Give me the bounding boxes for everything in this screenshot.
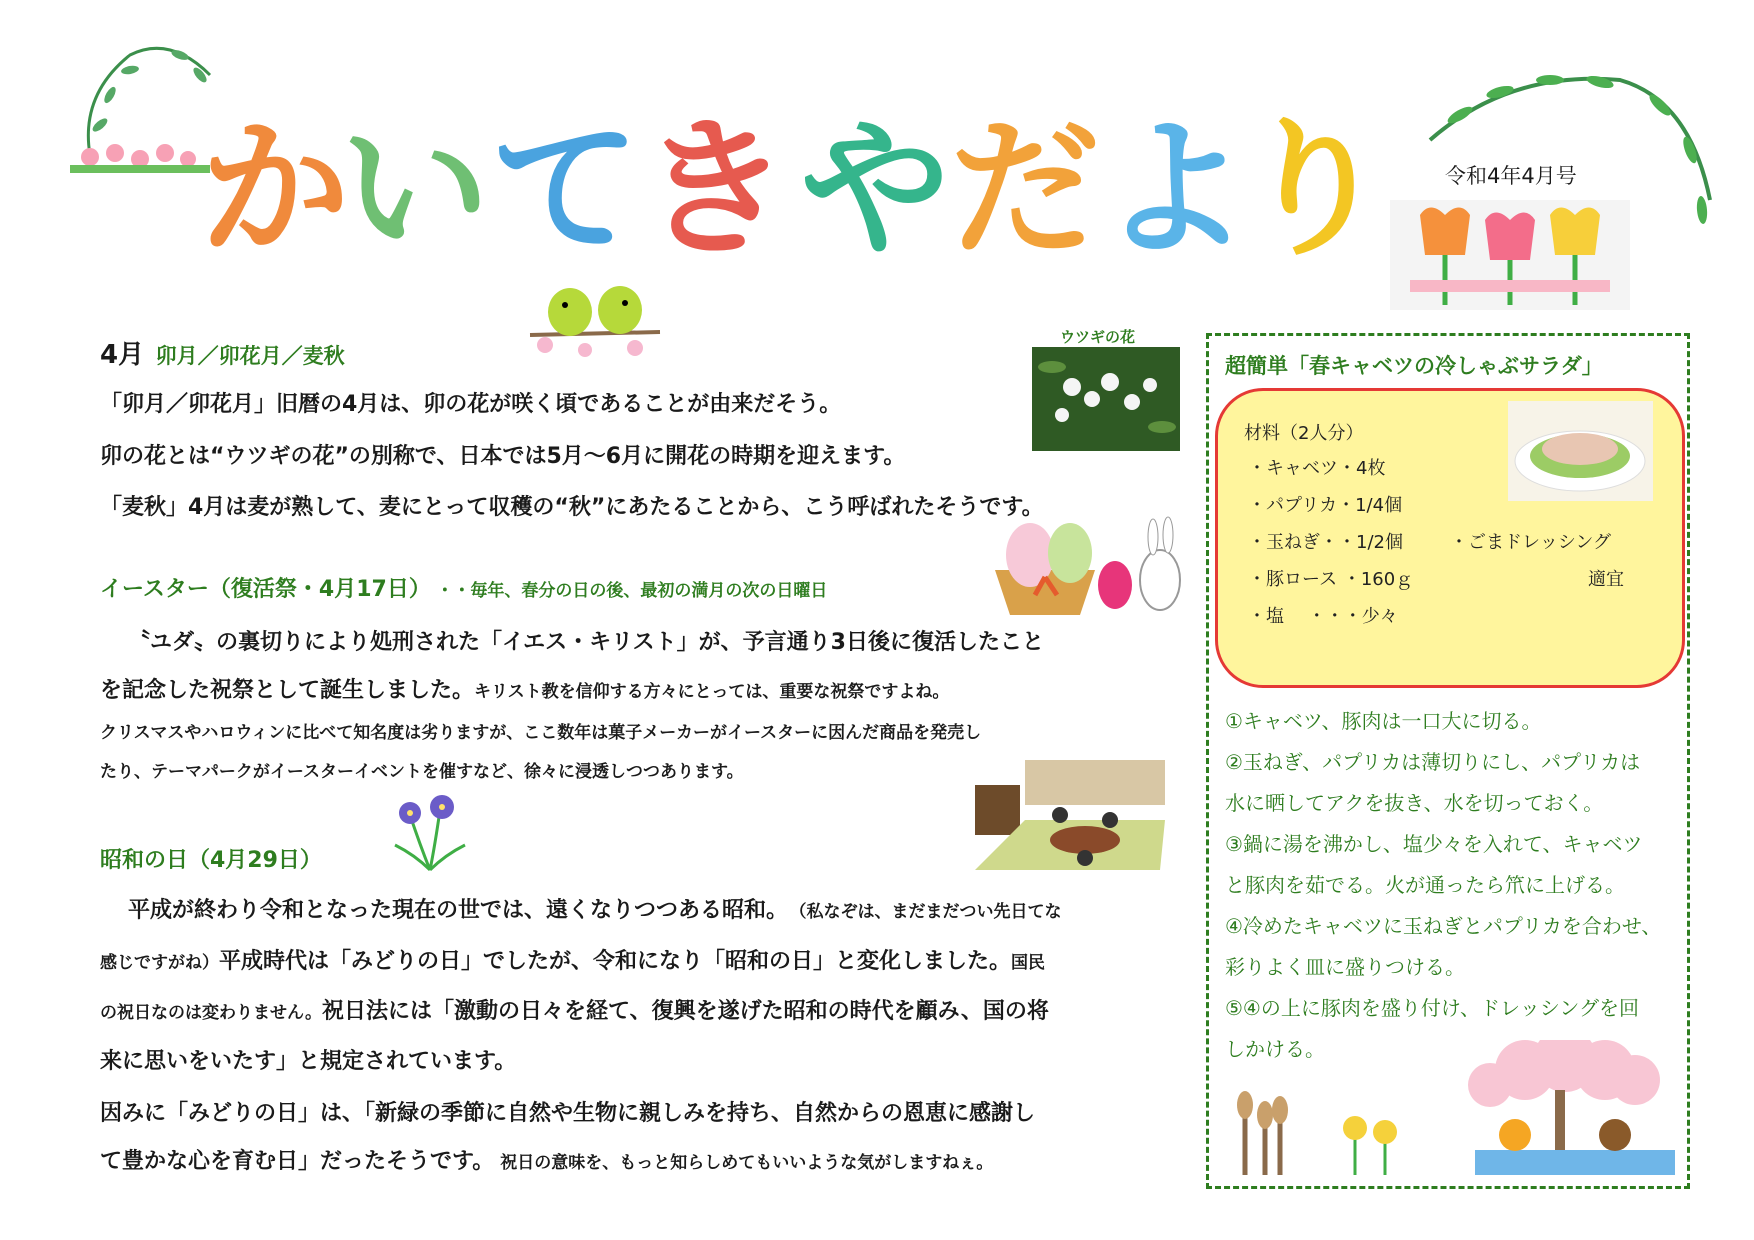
title-char: よ — [1100, 103, 1251, 277]
easter-line-1: 〝ユダ〟の裏切りにより処刑された「イエス・キリスト」が、予言通り3日後に復活したこと — [128, 630, 1044, 655]
dressing-amount: 適宜 — [1588, 569, 1624, 590]
easter-line-4: たり、テーマパークがイースターイベントを催すなど、徐々に浸透しつつあります。 — [100, 762, 744, 782]
ingredient-item: ・塩 ・・・少々 — [1248, 606, 1398, 627]
showa-line-6-main: て豊かな心を育む日」だったそうです。 — [100, 1149, 495, 1174]
easter-line-2-main: を記念した祝祭として誕生しました。 — [100, 678, 475, 703]
easter-line-3: クリスマスやハロウィンに比べて知名度は劣りますが、ここ数年は菓子メーカーがイースターに因んだ商品を発売し — [100, 723, 982, 743]
april-line-1: 「卯月／卯花月」旧暦の4月は、卯の花が咲く頃であることが由来だそう。 — [100, 392, 842, 417]
ingredient-item: ・パプリカ・1/4個 — [1248, 495, 1403, 516]
showa-line-5: 因みに「みどりの日」は、「新緑の季節に自然や生物に親しみを持ち、自然からの恩恵に感謝し — [100, 1101, 1036, 1126]
ingredient-item: ・キャベツ・4枚 — [1248, 458, 1386, 479]
april-line-2: 卯の花とは“ウツギの花”の別称で、日本では5月～6月に開花の時期を迎えます。 — [100, 444, 906, 469]
showa-line-2-main: 平成時代は「みどりの日」でしたが、令和になり「昭和の日」と変化しました。 — [219, 949, 1012, 974]
showa-line-2 — [100, 944, 1045, 975]
easter-heading-title: イースター（復活祭・4月17日） — [100, 577, 431, 602]
showa-line-1-aside: （私なぞは、まだまだつい先日てな — [798, 902, 1062, 922]
newsletter-title — [200, 103, 1391, 277]
title-char: き — [640, 103, 791, 277]
birds-icon — [525, 270, 665, 360]
salad-photo — [1508, 401, 1653, 501]
recipe-step: ⑤④の上に豚肉を盛り付け、ドレッシングを回 — [1225, 996, 1639, 1020]
recipe-step: ④冷めたキャベツに玉ねぎとパプリカを合わせ、 — [1225, 914, 1662, 938]
easter-heading — [100, 572, 827, 603]
tulip-icon — [1390, 200, 1630, 310]
picnic-illustration — [1225, 1040, 1680, 1180]
showa-line-3-aside: の祝日なのは変わりません。 — [100, 1003, 323, 1023]
utsugi-flower-photo — [1032, 347, 1180, 451]
ingredient-item: ・豚ロース ・160ｇ — [1248, 569, 1414, 590]
easter-heading-note: ・・毎年、春分の日の後、最初の満月の次の日曜日 — [436, 581, 828, 601]
title-char: て — [490, 103, 641, 277]
recipe-title: 超簡単「春キャベツの冷しゃぶサラダ」 — [1225, 354, 1603, 378]
dressing-item: ・ごまドレッシング — [1450, 532, 1612, 553]
showa-line-2-aside: 感じですがね） — [100, 953, 219, 973]
showa-line-4: 来に思いをいたす」と規定されています。 — [100, 1049, 517, 1074]
april-heading-names: 卯月／卯花月／麦秋 — [155, 344, 345, 368]
easter-line-2-note: キリスト教を信仰する方々にとっては、重要な祝祭ですよね。 — [474, 682, 950, 702]
ingredient-item: ・玉ねぎ・・1/2個 — [1248, 532, 1403, 553]
title-char: か — [200, 103, 351, 277]
recipe-step: ①キャベツ、豚肉は一口大に切る。 — [1225, 709, 1542, 733]
easter-eggs-icon — [985, 515, 1195, 620]
photo-caption: ウツギの花 — [1060, 328, 1136, 346]
issue-label: 令和4年4月号 — [1445, 164, 1577, 188]
showa-line-6 — [100, 1144, 993, 1175]
recipe-step: 彩りよく皿に盛りつける。 — [1225, 955, 1465, 979]
april-line-3: 「麦秋」4月は麦が熟して、麦にとって収穫の“秋”にあたることから、こう呼ばれたそうです。 — [100, 495, 1044, 520]
easter-line-2 — [100, 673, 949, 704]
violet-flower-icon — [385, 785, 475, 875]
april-heading — [100, 334, 345, 371]
recipe-step: しかける。 — [1225, 1037, 1325, 1061]
title-char: い — [340, 103, 491, 277]
ingredients-title: 材料（2人分） — [1244, 423, 1364, 444]
showa-line-2-end: 国民 — [1011, 953, 1046, 973]
title-char: や — [800, 103, 951, 277]
title-char: り — [1240, 103, 1391, 277]
recipe-step: ②玉ねぎ、パプリカは薄切りにし、パプリカは — [1225, 750, 1641, 774]
ingredients-panel — [1215, 388, 1685, 688]
showa-line-1 — [128, 893, 1062, 924]
showa-heading: 昭和の日（4月29日） — [100, 848, 322, 873]
showa-line-3 — [100, 994, 1049, 1025]
showa-family-illustration — [965, 760, 1170, 870]
recipe-step: ③鍋に湯を沸かし、塩少々を入れて、キャベツ — [1225, 832, 1643, 856]
showa-line-3-main: 祝日法には「激動の日々を経て、復興を遂げた昭和の時代を顧み、国の将 — [322, 999, 1049, 1024]
recipe-step: 水に晒してアクを抜き、水を切っておく。 — [1225, 791, 1604, 815]
recipe-step: と豚肉を茹でる。火が通ったら笊に上げる。 — [1225, 873, 1625, 897]
showa-line-1-main: 平成が終わり令和となった現在の世では、遠くなりつつある昭和。 — [128, 898, 789, 923]
showa-line-6-aside: 祝日の意味を、もっと知らしめてもいいような気がしますねぇ。 — [500, 1153, 994, 1173]
april-heading-month: 4月 — [100, 340, 145, 370]
title-char: だ — [950, 103, 1101, 277]
